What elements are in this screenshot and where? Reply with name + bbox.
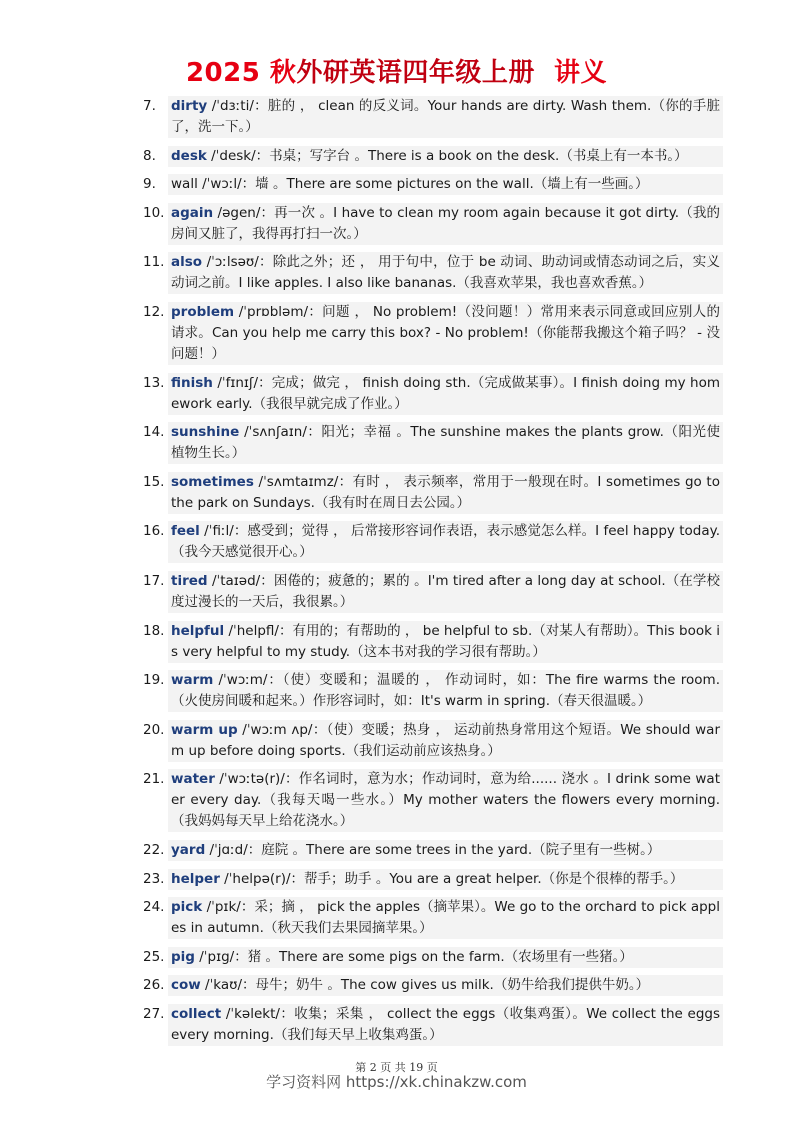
entry-word: collect (171, 1005, 222, 1022)
entry-number: 24. (143, 899, 165, 916)
entry-body (168, 203, 723, 245)
vocab-entry (143, 769, 723, 832)
entry-number: 23. (143, 870, 165, 887)
entry-body (168, 96, 723, 138)
vocab-entry (143, 975, 723, 996)
vocabulary-list (143, 96, 723, 1053)
entry-body (168, 670, 723, 712)
entry-body (168, 146, 723, 167)
vocab-entry (143, 947, 723, 968)
entry-number: 20. (143, 721, 165, 738)
entry-number: 12. (143, 303, 165, 320)
entry-body (168, 422, 723, 464)
entry-number: 8. (143, 147, 156, 164)
entry-body (168, 621, 723, 663)
entry-body (168, 720, 723, 762)
entry-word: again (171, 204, 214, 221)
entry-word: tired (171, 572, 208, 589)
entry-definition: /ˈsʌmtaɪmz/：有时 ， 表示频率，常用于一般现在时。I sometimes go to the park on Sundays.（我有时在周日去公园。） (171, 473, 720, 511)
entry-word: sunshine (171, 424, 240, 441)
entry-definition: /ˈkaʊ/：母牛；奶牛 。The cow gives us milk.（奶牛给我们提供牛奶。） (200, 977, 650, 994)
title-year: 2025 秋 (185, 58, 297, 88)
entry-number: 17. (143, 572, 165, 589)
entry-number: 9. (143, 176, 156, 193)
entry-number: 7. (143, 98, 156, 114)
entry-definition: /ˈtaɪəd/：困倦的；疲惫的；累的 。I'm tired after a long day at school.（在学校度过漫长的一天后，我很累。） (171, 572, 720, 610)
entry-definition: /ˈfiːl/：感受到；觉得 ， 后常接形容词作表语，表示感觉怎么样。I feel happy today.（我今天感觉很开心。） (171, 523, 720, 561)
entry-word: cow (171, 977, 201, 994)
entry-body (168, 975, 723, 996)
entry-word: helper (171, 870, 220, 887)
entry-word: yard (171, 841, 206, 858)
entry-body (168, 1004, 723, 1046)
vocab-entry (143, 571, 723, 613)
entry-body (168, 472, 723, 514)
vocab-entry (143, 840, 723, 861)
entry-body (168, 174, 723, 195)
entry-definition: /ˈpɪg/：猪 。There are some pigs on the farm.（农场里有一些猪。） (194, 948, 633, 965)
entry-word: water (171, 771, 215, 788)
entry-definition: /ˈwɔːm/：（使）变暖和；温暖的 ， 作动词时，如：The fire warms the room.（火使房间暖和起来。）作形容词时，如：It's warm in spring.（春天很温暖。） (171, 672, 720, 710)
entry-body (168, 571, 723, 613)
entry-word: warm up (171, 721, 238, 738)
entry-word: dirty (171, 98, 208, 114)
entry-word: also (171, 254, 203, 271)
vocab-entry (143, 422, 723, 464)
entry-number: 25. (143, 948, 165, 965)
vocab-entry (143, 174, 723, 195)
entry-word: desk (171, 147, 207, 164)
entry-word: pig (171, 948, 195, 965)
entry-number: 15. (143, 473, 165, 490)
entry-definition: /ˈsʌnʃaɪn/：阳光；幸福 。The sunshine makes the plants grow.（阳光使植物生长。） (171, 424, 720, 462)
entry-definition: /ˈkəlekt/：收集；采集 ， collect the eggs（收集鸡蛋）。We collect the eggs every morning.（我们每天早上收集鸡蛋。） (171, 1005, 720, 1043)
vocab-entry (143, 373, 723, 415)
entry-number: 14. (143, 424, 165, 441)
vocab-entry (143, 897, 723, 939)
entry-number: 27. (143, 1005, 165, 1022)
entry-definition: /ˈɔːlsəʊ/：除此之外；还 ， 用于句中，位于 be 动词、助动词或情态动词之后，实义动词之前。I like apples. I also like bananas.（我喜欢苹果，我也喜欢香蕉。） (171, 254, 720, 292)
entry-number: 11. (143, 254, 165, 271)
entry-definition: /ˈpɪk/：采；摘 ， pick the apples（摘苹果）。We go to the orchard to pick apples in autumn.（秋天我们去果园摘苹果。） (171, 899, 720, 937)
entry-number: 21. (143, 771, 165, 788)
entry-body (168, 840, 723, 861)
entry-definition: /ˈdesk/：书桌；写字台 。There is a book on the desk.（书桌上有一本书。） (206, 147, 688, 164)
entry-number: 26. (143, 977, 165, 994)
entry-definition: /ˈhelpə(r)/：帮手；助手 。You are a great helper.（你是个很棒的帮手。） (219, 870, 684, 887)
entry-body (168, 521, 723, 563)
entry-number: 19. (143, 672, 165, 689)
entry-body (168, 897, 723, 939)
vocab-entry (143, 472, 723, 514)
entry-definition: /ˈwɔːm ʌp/：（使）变暖；热身 ， 运动前热身常用这个短语。We should warm up before doing sports.（我们运动前应该热身。） (171, 721, 720, 759)
entry-definition: /ˈhelpfl/：有用的；有帮助的 ， be helpful to sb.（对某人有帮助）。This book is very helpful to my study.（这本书对我的学习很有帮助。） (171, 622, 720, 660)
vocab-entry (143, 203, 723, 245)
vocab-entry (143, 1004, 723, 1046)
entry-definition: /ˈprɒbləm/：问题 ， No problem!（没问题！）常用来表示同意或回应别人的请求。Can you help me carry this box? - No problem!（你能帮我搬这个箱子吗？ - 没问题！） (171, 303, 720, 362)
entry-word: wall (171, 176, 198, 193)
entry-definition: /ˈwɔːl/：墙 。There are some pictures on the wall.（墙上有一些画。） (197, 176, 649, 193)
entry-word: warm (171, 672, 214, 689)
entry-body (168, 373, 723, 415)
entry-number: 18. (143, 622, 165, 639)
vocab-entry (143, 869, 723, 890)
entry-number: 10. (143, 204, 165, 221)
page-number: 第 2 页 共 19 页 (355, 1061, 438, 1074)
vocab-entry (143, 252, 723, 294)
vocab-entry (143, 96, 723, 138)
entry-body (168, 947, 723, 968)
entry-word: problem (171, 303, 235, 320)
entry-definition: /əgen/：再一次 。I have to clean my room again because it got dirty.（我的房间又脏了，我得再打扫一次。） (171, 204, 720, 242)
page-title (0, 52, 793, 89)
entry-number: 22. (143, 841, 165, 858)
entry-definition: /ˈdɜːti/：脏的 ， clean 的反义词。Your hands are dirty. Wash them.（你的手脏了，洗一下。） (171, 98, 720, 135)
entry-body (168, 869, 723, 890)
vocab-entry (143, 146, 723, 167)
vocab-entry (143, 302, 723, 365)
vocab-entry (143, 720, 723, 762)
entry-number: 13. (143, 374, 165, 391)
entry-body (168, 769, 723, 832)
entry-definition: /ˈfɪnɪʃ/：完成；做完 ， finish doing sth.（完成做某事）。I finish doing my homework early.（我很早就完成了作业。） (171, 374, 720, 412)
title-type: 讲义 (554, 58, 608, 88)
entry-word: pick (171, 899, 203, 916)
entry-number: 16. (143, 523, 165, 540)
title-course: 外研英语四年级上册 (296, 58, 535, 88)
entry-word: helpful (171, 622, 225, 639)
vocab-entry (143, 670, 723, 712)
entry-word: finish (171, 374, 213, 391)
entry-word: sometimes (171, 473, 254, 490)
footer-site-link[interactable]: 学习资料网 https://xk.chinakzw.com (266, 1073, 527, 1091)
entry-definition: /ˈwɔːtə(r)/：作名词时，意为水；作动词时，意为给...... 浇水 。I drink some water every day.（我每天喝一些水。）My mother waters the flowers every morning.（我妈妈每天早上给花浇水。） (171, 771, 720, 830)
vocab-entry (143, 521, 723, 563)
vocab-entry (143, 621, 723, 663)
entry-body (168, 252, 723, 294)
entry-definition: /ˈjɑːd/：庭院 。There are some trees in the yard.（院子里有一些树。） (205, 841, 661, 858)
entry-body (168, 302, 723, 365)
entry-word: feel (171, 523, 200, 540)
